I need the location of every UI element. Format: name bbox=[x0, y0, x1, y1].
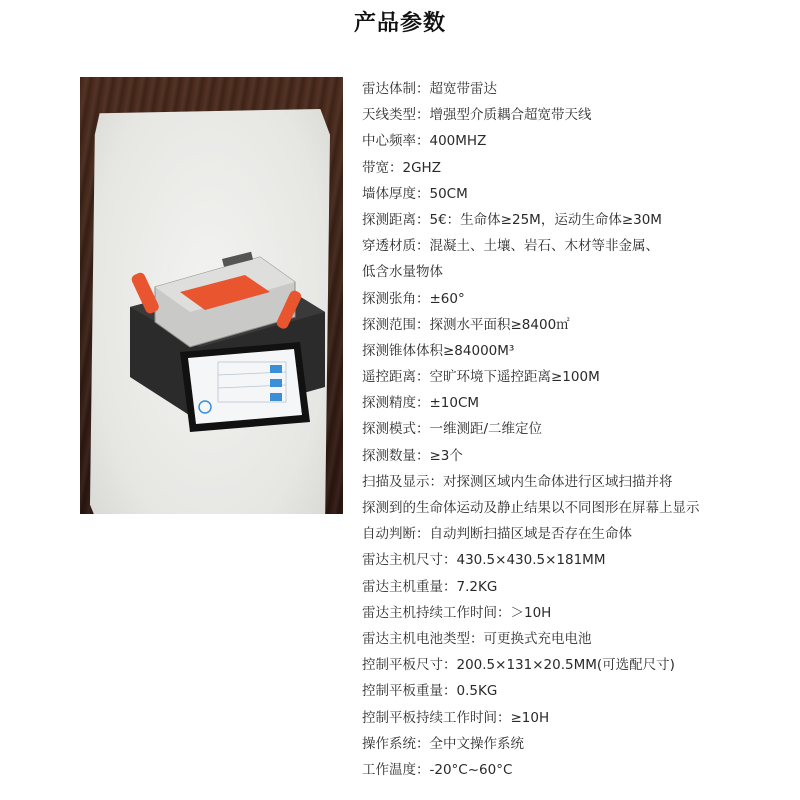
spec-list bbox=[362, 76, 792, 783]
spec-line: 雷达主机持续工作时间：＞10H bbox=[362, 604, 552, 621]
spec-line: 雷达主机电池类型：可更换式充电电池 bbox=[362, 630, 592, 647]
spec-line: 雷达主机重量：7.2KG bbox=[362, 578, 498, 595]
spec-line: 扫描及显示：对探测区域内生命体进行区域扫描并将 bbox=[362, 473, 673, 490]
spec-line: 穿透材质：混凝土、土壤、岩石、木材等非金属、 bbox=[362, 238, 659, 255]
spec-line: 带宽：2GHZ bbox=[362, 159, 441, 176]
spec-line: 探测锥体体积≥84000M³ bbox=[362, 342, 515, 359]
spec-line: 探测距离：5€：生命体≥25M，运动生命体≥30M bbox=[362, 211, 662, 228]
spec-line: 自动判断：自动判断扫描区域是否存在生命体 bbox=[362, 526, 632, 543]
spec-line: 雷达主机尺寸：430.5×430.5×181MM bbox=[362, 552, 606, 569]
spec-line: 控制平板持续工作时间：≥10H bbox=[362, 709, 550, 726]
radar-device-image bbox=[110, 237, 330, 437]
spec-line: 遥控距离：空旷环境下遥控距离≥100M bbox=[362, 369, 600, 386]
spec-line: 低含水量物体 bbox=[362, 264, 443, 281]
spec-line: 墙体厚度：50CM bbox=[362, 185, 468, 202]
spec-line: 天线类型：增强型介质耦合超宽带天线 bbox=[362, 107, 592, 124]
spec-line: 控制平板重量：0.5KG bbox=[362, 683, 498, 700]
spec-line: 操作系统：全中文操作系统 bbox=[362, 735, 524, 752]
spec-line: 探测精度：±10CM bbox=[362, 395, 480, 412]
product-photo bbox=[80, 77, 343, 514]
spec-line: 探测范围：探测水平面积≥8400㎡ bbox=[362, 316, 570, 333]
page-title: 产品参数 bbox=[353, 11, 446, 36]
spec-line: 探测张角：±60° bbox=[362, 290, 465, 307]
spec-line: 雷达体制：超宽带雷达 bbox=[362, 81, 497, 97]
spec-line: 探测数量：≥3个 bbox=[362, 447, 463, 464]
spec-line: 控制平板尺寸：200.5×131×20.5MM(可选配尺寸) bbox=[362, 657, 675, 674]
spec-line: 工作温度：-20°C~60°C bbox=[362, 761, 513, 778]
spec-line: 中心频率：400MHZ bbox=[362, 133, 487, 150]
spec-line: 探测模式：一维测距/二维定位 bbox=[362, 421, 543, 438]
spec-line: 探测到的生命体运动及静止结果以不同图形在屏幕上显示 bbox=[362, 500, 700, 516]
